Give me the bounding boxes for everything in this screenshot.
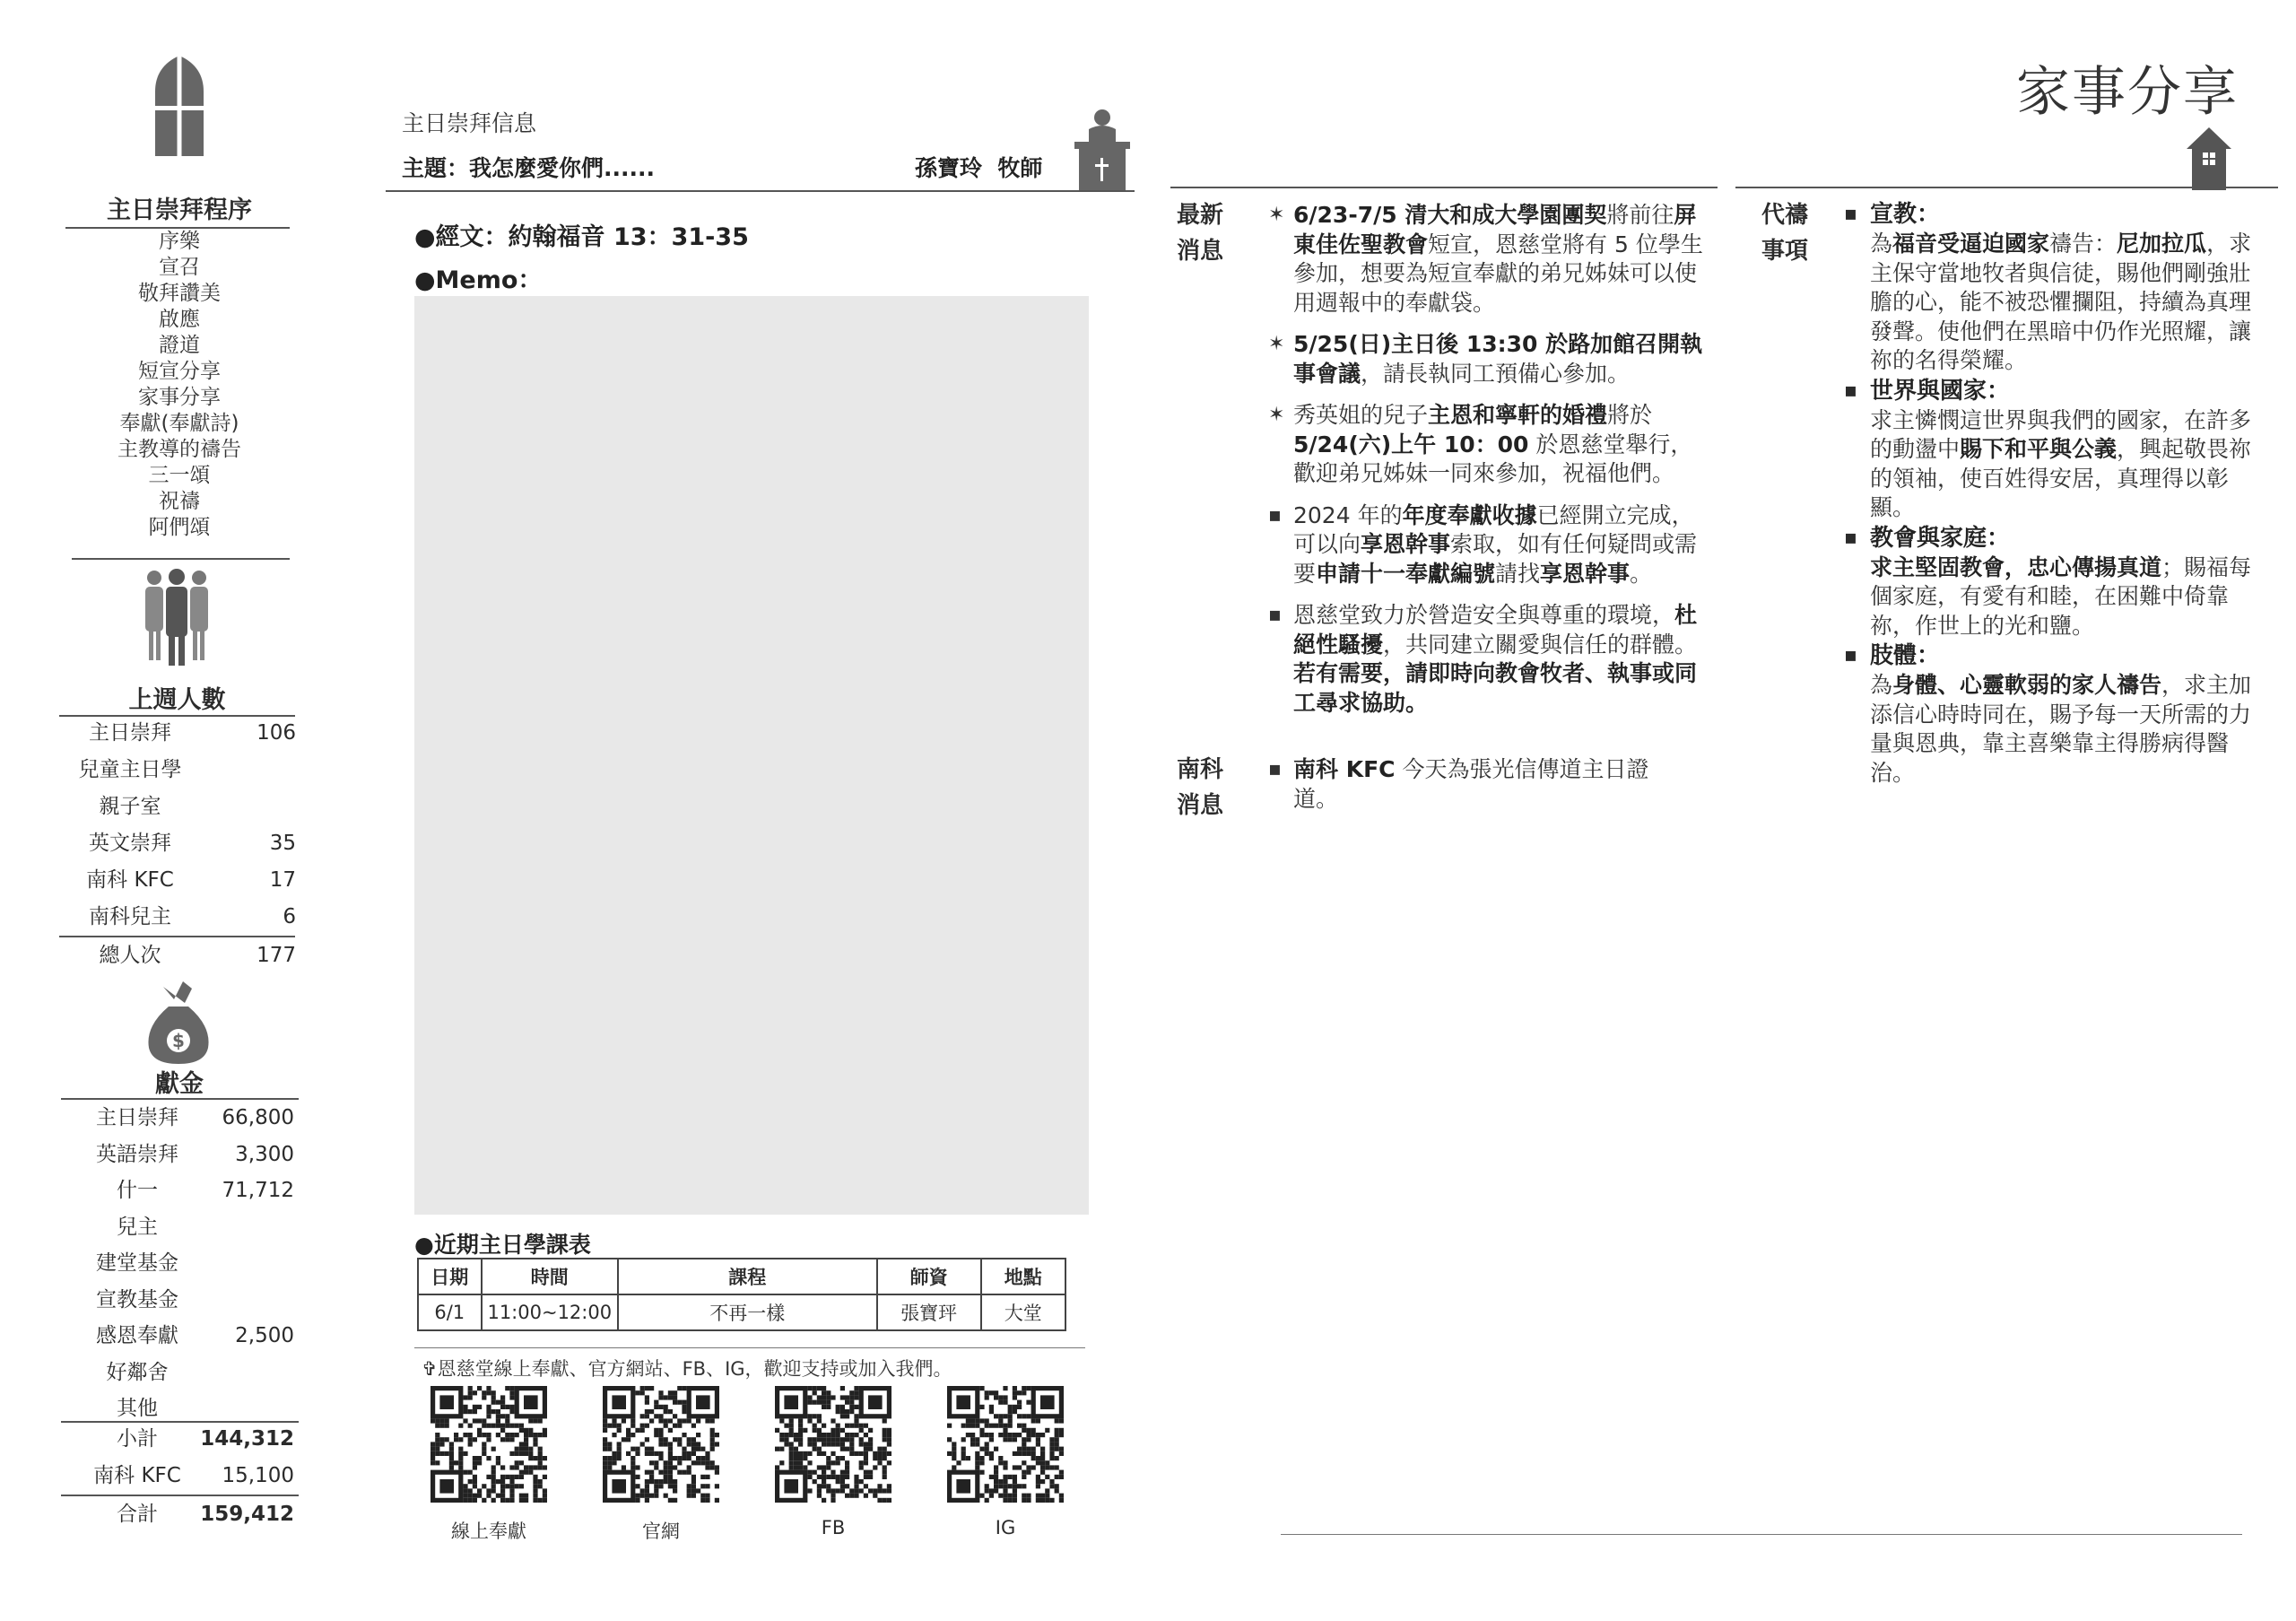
offering-row bbox=[70, 1137, 294, 1173]
offering-value: 71,712 bbox=[222, 1179, 294, 1202]
page-title: 家事分享 bbox=[2016, 61, 2239, 124]
prayer-list bbox=[1844, 199, 2269, 788]
qr-code-3[interactable] bbox=[766, 1386, 900, 1538]
bullet-icon: ▪ bbox=[1844, 203, 1857, 225]
news-text bbox=[1293, 201, 1715, 318]
scripture: ●經文：約翰福音 13：31-35 bbox=[414, 223, 749, 251]
offering-label: 宣教基金 bbox=[96, 1287, 178, 1312]
program-item: 主教導的禱告 bbox=[117, 438, 241, 461]
program-title: 主日崇拜程序 bbox=[107, 196, 252, 224]
program-item: 祝禱 bbox=[159, 490, 200, 513]
text: 秀英姐的兒子 bbox=[1293, 402, 1429, 428]
qr-code-label: FB bbox=[821, 1517, 846, 1538]
offering-label: 好鄰舍 bbox=[106, 1360, 169, 1384]
divider bbox=[414, 1347, 1085, 1348]
attendance-total-label: 總人次 bbox=[99, 944, 161, 967]
offering-total-row bbox=[70, 1496, 294, 1533]
worship-heading: 主日崇拜信息 bbox=[402, 110, 537, 136]
cell-time: 11:00~12:00 bbox=[482, 1294, 619, 1330]
offering-label: 兒主 bbox=[117, 1215, 158, 1239]
attendance-label: 南科 KFC bbox=[86, 868, 174, 892]
offering-label: 英語崇拜 bbox=[96, 1142, 178, 1166]
program-item: 敬拜讚美 bbox=[138, 282, 221, 305]
text: 求主憐憫這世界與我們的國家，在許多的動盪中 bbox=[1870, 406, 2252, 462]
news-item bbox=[1268, 330, 1715, 388]
pulpit-icon bbox=[1074, 109, 1130, 192]
prayer-title: 世界與國家： bbox=[1870, 377, 2011, 405]
attendance-value: 6 bbox=[283, 905, 296, 928]
qr-code-4[interactable] bbox=[938, 1386, 1073, 1538]
col-teacher-header: 師資 bbox=[877, 1259, 981, 1294]
news-list bbox=[1268, 201, 1715, 730]
bold-text: 福音受逼迫國家 bbox=[1892, 231, 2050, 257]
divider bbox=[1735, 187, 2278, 188]
text: 恩慈堂致力於營造安全與尊重的環境， bbox=[1293, 602, 1675, 628]
col-time-header: 時間 bbox=[482, 1259, 619, 1294]
bold-text: 5/25(日)主日後 13:30 於路加館召開執事會議 bbox=[1293, 331, 1703, 387]
text: 。 bbox=[1630, 560, 1653, 587]
bullet-icon: ▪ bbox=[1268, 604, 1282, 626]
memo-label: ●Memo： bbox=[414, 266, 543, 294]
attendance-row bbox=[63, 899, 296, 936]
sermon-theme: 主題：我怎麼愛你們...... bbox=[402, 155, 655, 181]
bold-text: 享恩幹事 bbox=[1361, 531, 1451, 557]
bold-text: 杜絕性騷擾 bbox=[1293, 602, 1698, 658]
prayer-label-line2: 事項 bbox=[1761, 238, 1809, 265]
news-text bbox=[1293, 601, 1715, 718]
offering-table bbox=[70, 1100, 294, 1431]
bullet-icon: ▪ bbox=[1268, 758, 1282, 780]
offering-kfc-label: 南科 KFC bbox=[93, 1464, 181, 1487]
program-list bbox=[67, 229, 291, 541]
bold-text: 南科 KFC bbox=[1293, 756, 1396, 782]
prayer-body bbox=[1870, 230, 2269, 376]
online-note: ✞恩慈堂線上奉獻、官方網站、FB、IG，歡迎支持或加入我們。 bbox=[422, 1358, 952, 1380]
bold-text: 享恩幹事 bbox=[1540, 560, 1631, 587]
text: ，興起敬畏祢的領袖，使百姓得安居，真理得以彰顯。 bbox=[1870, 436, 2252, 520]
divider bbox=[72, 558, 290, 560]
text: 將前往 bbox=[1606, 202, 1674, 228]
offering-row bbox=[70, 1100, 294, 1137]
money-bag-icon bbox=[145, 981, 212, 1064]
attendance-label: 親子室 bbox=[99, 795, 161, 818]
text: ，請長執同工預備心參加。 bbox=[1361, 360, 1631, 387]
bullet-icon: ✶ bbox=[1268, 404, 1285, 426]
news-item bbox=[1268, 201, 1715, 318]
news-item bbox=[1268, 601, 1715, 718]
kfc-news-label bbox=[1177, 752, 1223, 824]
attendance-total-row bbox=[63, 937, 296, 974]
news-text bbox=[1293, 401, 1715, 489]
divider bbox=[386, 190, 1135, 192]
table-row bbox=[418, 1294, 1065, 1330]
bullet-icon: ▪ bbox=[1844, 379, 1857, 402]
kfc-news-list bbox=[1268, 755, 1688, 826]
text: 請找 bbox=[1495, 560, 1541, 587]
prayer-title: 教會與家庭： bbox=[1870, 524, 2011, 552]
offering-row bbox=[70, 1209, 294, 1246]
bold-text: 若有需要，請即時向教會牧者、執事或同工尋求協助。 bbox=[1293, 660, 1698, 716]
attendance-label: 主日崇拜 bbox=[89, 721, 171, 745]
col-location-header: 地點 bbox=[981, 1259, 1065, 1294]
bold-text: 主恩和寧軒的婚禮 bbox=[1428, 402, 1608, 428]
cell-course: 不再一樣 bbox=[618, 1294, 877, 1330]
qr-code-label: 線上奉獻 bbox=[451, 1521, 526, 1542]
offering-value: 3,300 bbox=[235, 1142, 294, 1166]
qr-code-image[interactable] bbox=[422, 1386, 556, 1506]
offering-row bbox=[70, 1245, 294, 1282]
kfc-news-label-line2: 消息 bbox=[1177, 792, 1224, 819]
speaker-name: 孫寶玲 牧師 bbox=[915, 155, 1043, 181]
offering-kfc-row bbox=[70, 1458, 294, 1495]
text: 為 bbox=[1870, 672, 1893, 698]
qr-code-image[interactable] bbox=[594, 1386, 728, 1506]
col-date-header: 日期 bbox=[418, 1259, 482, 1294]
offering-value: 66,800 bbox=[222, 1106, 294, 1129]
program-item: 家事分享 bbox=[138, 386, 221, 409]
cell-location: 大堂 bbox=[981, 1294, 1065, 1330]
qr-code-row bbox=[413, 1386, 1094, 1547]
attendance-value: 106 bbox=[257, 721, 296, 745]
offering-row bbox=[70, 1318, 294, 1355]
prayer-body bbox=[1870, 406, 2269, 523]
program-item: 啟應 bbox=[159, 308, 200, 331]
qr-code-1[interactable] bbox=[422, 1386, 556, 1544]
program-item: 序樂 bbox=[159, 230, 200, 253]
offering-label: 建堂基金 bbox=[96, 1251, 178, 1275]
memo-area[interactable] bbox=[414, 296, 1089, 1215]
sunday-school-table bbox=[417, 1258, 1066, 1331]
cell-date: 6/1 bbox=[418, 1294, 482, 1330]
prayer-item bbox=[1844, 523, 2269, 641]
text: 索取，如有任何疑問或需要 bbox=[1293, 531, 1698, 587]
divider bbox=[1281, 1534, 2242, 1535]
prayer-body bbox=[1870, 671, 2269, 788]
cell-teacher: 張寶玶 bbox=[877, 1294, 981, 1330]
program-item: 短宣分享 bbox=[138, 360, 221, 383]
offering-subtotal-value: 144,312 bbox=[200, 1427, 294, 1451]
offering-label: 其他 bbox=[117, 1397, 158, 1420]
bold-text: 求主堅固教會，忠心傳揚真道 bbox=[1870, 553, 2162, 580]
col-course-header: 課程 bbox=[618, 1259, 877, 1294]
text: 2024 年的 bbox=[1293, 501, 1403, 528]
attendance-label: 兒童主日學 bbox=[78, 758, 182, 781]
text: 於恩慈堂舉行，歡迎弟兄姊妹一同來參加，祝福他們。 bbox=[1293, 431, 1693, 486]
table-header-row bbox=[418, 1259, 1065, 1294]
divider bbox=[1170, 187, 1718, 188]
offering-row bbox=[70, 1282, 294, 1319]
offering-subtotal-row bbox=[70, 1421, 294, 1458]
text: ，求主加添信心時時同在，賜予每一天所需的力量與恩典，靠主喜樂靠主得勝病得醫治。 bbox=[1870, 672, 2252, 786]
attendance-label: 南科兒主 bbox=[89, 905, 171, 928]
text: 短宣，恩慈堂將有 5 位學生參加，想要為短宣奉獻的弟兄姊妹可以使用週報中的奉獻袋。 bbox=[1293, 231, 1703, 316]
bold-text: 年度奉獻收據 bbox=[1402, 501, 1537, 528]
people-icon bbox=[142, 569, 212, 666]
offering-title: 獻金 bbox=[155, 1070, 204, 1098]
prayer-label bbox=[1761, 197, 1808, 269]
program-item: 宣召 bbox=[159, 256, 200, 279]
prayer-item bbox=[1844, 376, 2269, 523]
qr-code-image[interactable] bbox=[938, 1386, 1073, 1506]
text: 將於 bbox=[1607, 402, 1653, 428]
prayer-title: 宣教： bbox=[1870, 201, 1941, 228]
text: ；賜福每個家庭，有愛有和睦，在困難中倚靠祢，作世上的光和鹽。 bbox=[1870, 553, 2252, 639]
offering-kfc-value: 15,100 bbox=[222, 1464, 294, 1487]
news-label bbox=[1177, 197, 1223, 269]
bullet-icon: ✶ bbox=[1268, 333, 1285, 355]
text: 今天為張光信傳道主日證道。 bbox=[1293, 756, 1649, 812]
news-label-line1: 最新 bbox=[1177, 202, 1224, 229]
program-item: 三一頌 bbox=[148, 464, 211, 487]
qr-code-2[interactable] bbox=[594, 1386, 728, 1544]
attendance-row bbox=[63, 789, 296, 825]
news-text bbox=[1293, 501, 1715, 589]
kfc-news-label-line1: 南科 bbox=[1177, 756, 1224, 783]
prayer-item bbox=[1844, 199, 2269, 376]
attendance-row bbox=[63, 862, 296, 899]
bold-text: 賜下和平與公義 bbox=[1960, 436, 2118, 462]
prayer-body bbox=[1870, 553, 2269, 641]
offering-subtotal-label: 小計 bbox=[117, 1427, 158, 1451]
church-window-icon bbox=[155, 56, 204, 156]
offering-row bbox=[70, 1355, 294, 1391]
offering-label: 什一 bbox=[117, 1179, 158, 1202]
news-item bbox=[1268, 401, 1715, 489]
qr-code-image[interactable] bbox=[766, 1386, 900, 1506]
offering-total-value: 159,412 bbox=[200, 1503, 294, 1526]
offering-total-label: 合計 bbox=[117, 1503, 158, 1526]
bullet-icon: ▪ bbox=[1844, 644, 1857, 667]
offering-label: 主日崇拜 bbox=[96, 1106, 178, 1129]
text: ，求主保守當地牧者與信徒，賜他們剛強壯膽的心，能不被恐懼攔阻，持續為真理發聲。使他們在黑暗中仍作光照耀，讓祢的名得榮耀。 bbox=[1870, 231, 2252, 373]
news-item bbox=[1268, 755, 1688, 814]
attendance-row bbox=[63, 715, 296, 752]
attendance-row bbox=[63, 752, 296, 789]
text: 為 bbox=[1870, 231, 1893, 257]
attendance-value: 35 bbox=[269, 832, 296, 855]
offering-label: 感恩奉獻 bbox=[96, 1324, 178, 1347]
program-item: 阿們頌 bbox=[148, 516, 211, 539]
text: 已經開立完成，可以向 bbox=[1293, 501, 1694, 557]
attendance-title: 上週人數 bbox=[128, 686, 226, 714]
house-icon bbox=[2187, 127, 2231, 190]
prayer-item bbox=[1844, 641, 2269, 788]
program-item: 證道 bbox=[159, 334, 200, 357]
bold-text: 尼加拉瓜 bbox=[2117, 231, 2207, 257]
news-text bbox=[1293, 755, 1688, 814]
news-text bbox=[1293, 330, 1715, 388]
attendance-value: 17 bbox=[269, 868, 296, 892]
text: 禱告： bbox=[2049, 231, 2118, 257]
bullet-icon: ✶ bbox=[1268, 204, 1285, 226]
program-item: 奉獻(奉獻詩) bbox=[119, 412, 239, 435]
bullet-icon: ▪ bbox=[1268, 503, 1282, 527]
offering-value: 2,500 bbox=[235, 1324, 294, 1347]
prayer-label-line1: 代禱 bbox=[1761, 202, 1809, 229]
offering-row bbox=[70, 1172, 294, 1209]
bold-text: 申請十一奉獻編號 bbox=[1316, 560, 1496, 587]
bold-text: 6/23-7/5 清大和成大學園團契 bbox=[1293, 202, 1607, 228]
bullet-icon: ▪ bbox=[1844, 526, 1857, 549]
prayer-title: 肢體： bbox=[1870, 642, 1941, 669]
qr-code-label: 官網 bbox=[642, 1521, 680, 1542]
bold-text: 屏東佳佐聖教會 bbox=[1293, 202, 1697, 257]
attendance-label: 英文崇拜 bbox=[89, 832, 171, 855]
news-item bbox=[1268, 501, 1715, 589]
bold-text: 5/24(六)上午 10：00 bbox=[1293, 431, 1529, 458]
attendance-row bbox=[63, 825, 296, 862]
text: ，共同建立關愛與信任的群體。 bbox=[1383, 631, 1698, 658]
sunday-school-title: ●近期主日學課表 bbox=[414, 1232, 591, 1258]
qr-code-label: IG bbox=[995, 1517, 1016, 1538]
currency-symbol: $ bbox=[172, 1030, 185, 1051]
attendance-total-value: 177 bbox=[257, 944, 296, 967]
news-label-line2: 消息 bbox=[1177, 238, 1224, 265]
bold-text: 身體、心靈軟弱的家人禱告 bbox=[1892, 672, 2162, 698]
attendance-table bbox=[63, 715, 296, 939]
